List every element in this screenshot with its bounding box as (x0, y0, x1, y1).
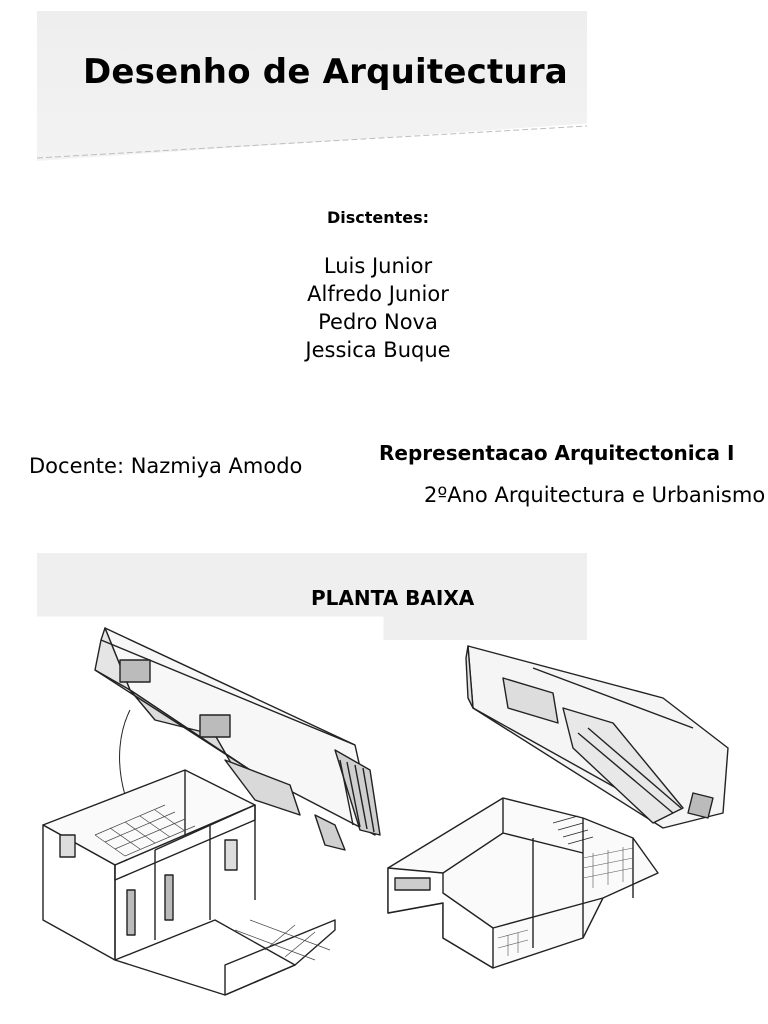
page-title: Desenho de Arquitectura (83, 52, 568, 92)
section-title: PLANTA BAIXA (311, 586, 475, 610)
student-name: Jessica Buque (305, 338, 451, 362)
students-label: Disctentes: (326, 208, 430, 227)
student-name: Pedro Nova (318, 310, 438, 334)
right-house-sketch (383, 638, 733, 978)
title-banner-edge (37, 120, 587, 165)
course-title: Representacao Arquitectonica I (379, 441, 735, 465)
student-name: Luis Junior (323, 254, 433, 278)
student-name: Alfredo Junior (307, 282, 449, 306)
course-year: 2ºAno Arquitectura e Urbanismo (424, 483, 766, 507)
course-info (360, 430, 768, 510)
students-list (0, 252, 756, 364)
teacher-name: Docente: Nazmiya Amodo (29, 454, 303, 478)
left-house-sketch (35, 620, 385, 1000)
